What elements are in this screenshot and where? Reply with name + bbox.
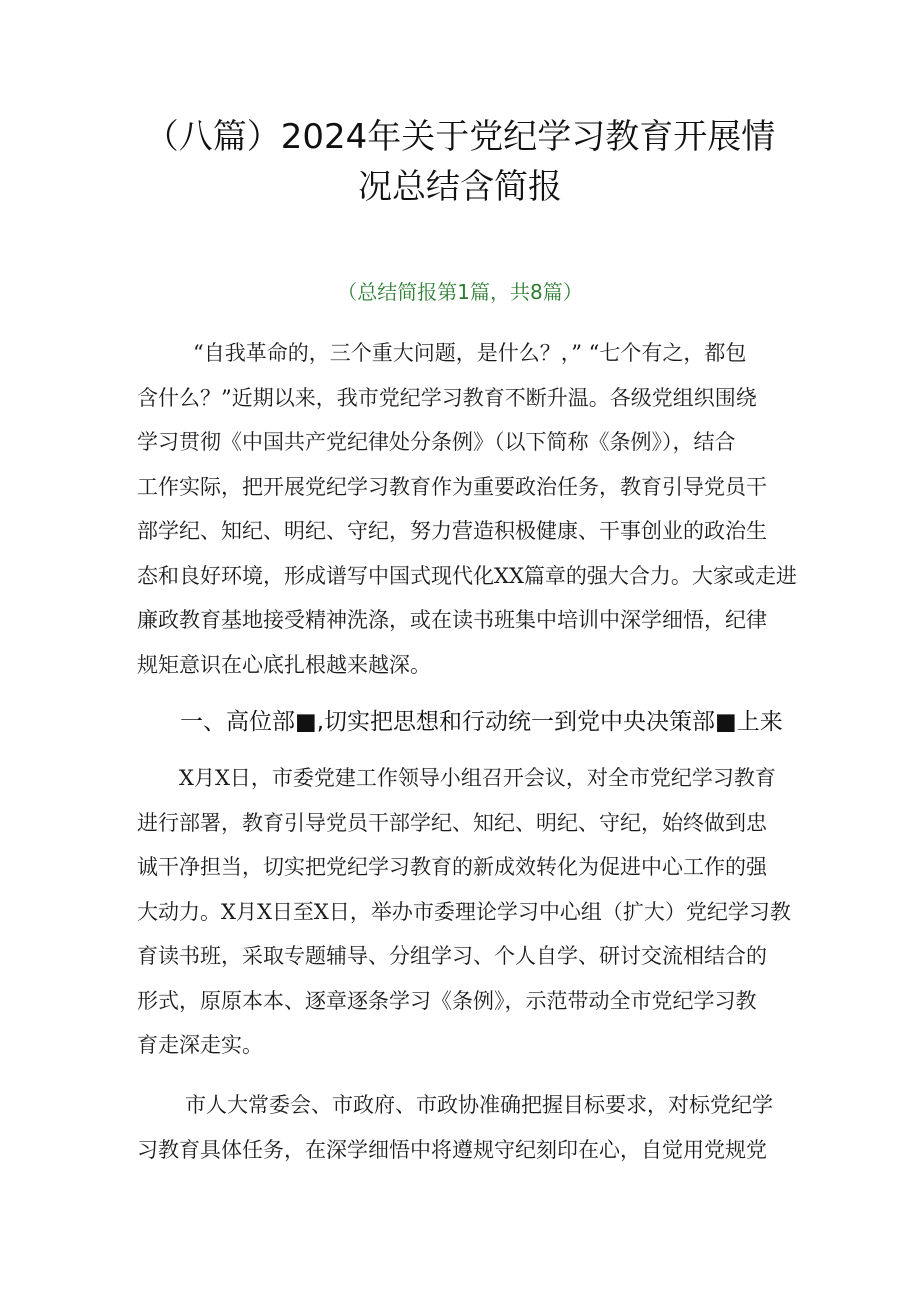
paragraph-line: 含什么？”近期以来，我市党纪学习教育不断升温。各级党组织围绕 (137, 385, 757, 410)
intro-paragraph (137, 331, 797, 687)
paragraph-line: 规矩意识在心底扎根越来越深。 (137, 652, 431, 677)
paragraph-line: 形式，原原本本、逐章逐条学习《条例》，示范带动全市党纪学习教 (137, 988, 757, 1013)
paragraph-line: 大动力。X月X日至X日，举办市委理论学习中心组（扩大）党纪学习教 (137, 899, 791, 924)
paragraph-line: 学习贯彻《中国共产党纪律处分条例》（以下简称《条例》），结合 (137, 430, 736, 454)
paragraph-line: 诚干净担当，切实把党纪学习教育的新成效转化为促进中心工作的强 (137, 855, 767, 879)
paragraph-line: 廉政教育基地接受精神洗涤，或在读书班集中培训中深学细悟，纪律 (137, 608, 767, 632)
paragraph-line: 进行部署，教育引导党员干部学纪、知纪、明纪、守纪，始终做到忠 (137, 810, 767, 835)
title-line: 况总结含简报 (358, 167, 562, 207)
paragraph-line: 态和良好环境，形成谱写中国式现代化XX篇章的强大合力。大家或走进 (137, 563, 797, 588)
paragraph-line: X月X日，市委党建工作领导小组召开会议，对全市党纪学习教育 (179, 766, 776, 790)
paragraph-line: 工作实际，把开展党纪学习教育作为重要政治任务，教育引导党员干 (137, 474, 767, 499)
paragraph-line: 育读书班，采取专题辅导、分组学习、个人自学、研讨交流相结合的 (137, 944, 767, 968)
paragraph-line: “自我革命的，三个重大问题，是什么？，” “七个有之，都包 (193, 341, 747, 365)
paragraph-line: 育走深走实。 (137, 1033, 263, 1057)
paragraph-line: 习教育具体任务，在深学细悟中将遵规守纪刻印在心，自觉用党规党 (137, 1137, 767, 1162)
document-subtitle: （总结简报第1篇，共8篇） (337, 280, 583, 304)
section-paragraph (137, 1083, 797, 1172)
section-paragraph (137, 756, 797, 1068)
paragraph-line: 部学纪、知纪、明纪、守纪，努力营造积极健康、干事创业的政治生 (137, 519, 767, 543)
paragraph-line: 市人大常委会、市政府、市政协准确把握目标要求，对标党纪学 (185, 1093, 773, 1117)
document-title (100, 112, 820, 212)
title-line: （八篇）2024年关于党纪学习教育开展情 (144, 117, 776, 157)
section-heading: 一、高位部■,切实把思想和行动统一到党中央决策部■上来 (180, 709, 783, 735)
